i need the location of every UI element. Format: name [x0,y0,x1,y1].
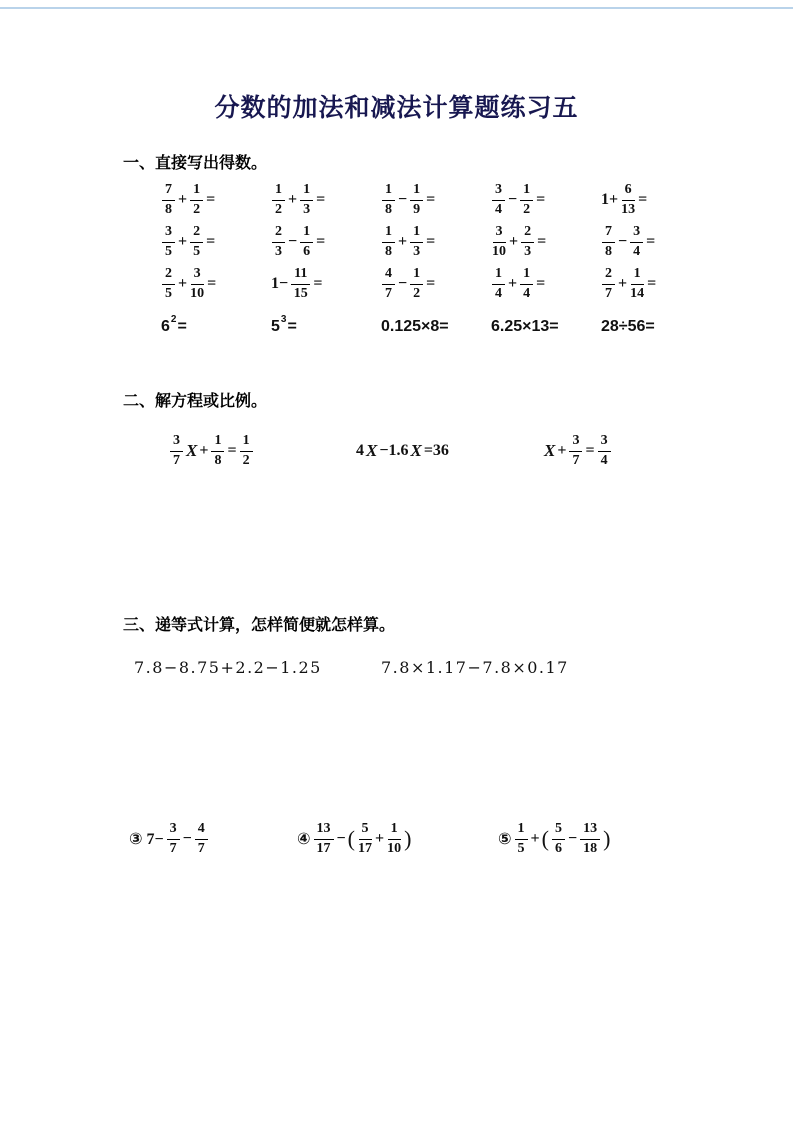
equation-3: X + $\frac{3}{7}$ = $\frac{3}{4}$ [543,432,613,470]
problem-3-1: $\frac{2}{5}$ + $\frac{3}{10}$ = [160,264,270,304]
problem-1-3: $\frac{1}{8}$ − $\frac{1}{9}$ = [380,180,490,220]
problem-3-3: $\frac{4}{7}$ − $\frac{1}{2}$ = [380,264,490,304]
problem-4-5: 28÷56= [601,318,655,335]
problem-2-5: $\frac{7}{8}$ − $\frac{3}{4}$ = [600,222,710,262]
top-rule [0,7,793,9]
stepwise-expression-1: 7.8−8.75+2.2−1.25 [134,657,322,677]
problem-row-2 [160,222,710,262]
problem-1-4: $\frac{3}{4}$ − $\frac{1}{2}$ = [490,180,600,220]
problem-4-1: 6 $^2$ = [161,314,187,335]
problem-2-1: $\frac{3}{5}$ + $\frac{2}{5}$ = [160,222,270,262]
stepwise-expression-2: 7.8×1.17−7.8×0.17 [381,657,569,677]
equation-2: 4 X −1.6 X =36 [356,441,449,460]
numbered-problem-4: ④ $\frac{13}{17}$ − ( $\frac{5}{17}$ + $\frac{1}{10}$ ) [297,821,412,856]
problem-1-5: 1+ $\frac{6}{13}$ = [601,182,648,217]
problem-1-1: $\frac{7}{8}$ + $\frac{1}{2}$ = [160,180,270,220]
section-3-heading: 三、递等式计算，怎样简便就怎样算。 [123,617,396,634]
problem-1-2: $\frac{1}{2}$ + $\frac{1}{3}$ = [270,180,380,220]
problem-4-4: 6.25×13= [491,318,559,335]
problem-3-2: 1− $\frac{11}{15}$ = [271,266,323,301]
problem-3-4: $\frac{1}{4}$ + $\frac{1}{4}$ = [490,264,600,304]
problem-3-5: $\frac{2}{7}$ + $\frac{1}{14}$ = [600,264,710,304]
problem-2-2: $\frac{2}{3}$ − $\frac{1}{6}$ = [270,222,380,262]
section-1-heading: 一、直接写出得数。 [123,155,268,172]
problem-4-2: 5 $^3$ = [271,314,297,335]
problem-4-3: 0.125×8= [381,318,449,335]
problem-2-3: $\frac{1}{8}$ + $\frac{1}{3}$ = [380,222,490,262]
problem-2-4: $\frac{3}{10}$ + $\frac{2}{3}$ = [492,224,547,259]
problem-row-1 [160,180,710,220]
numbered-problem-3: ③ 7− $\frac{3}{7}$ − $\frac{4}{7}$ [128,820,210,858]
page-title: 分数的加法和减法计算题练习五 [214,94,579,122]
section-2-heading: 二、解方程或比例。 [123,393,268,410]
problem-row-3 [160,264,710,304]
numbered-problem-5: ⑤ $\frac{1}{5}$ + ( $\frac{5}{6}$ − $\frac{13}{18}$ ) [498,821,611,856]
problem-row-4 [160,310,710,344]
equation-1: $\frac{3}{7}$ X + $\frac{1}{8}$ = $\frac{1}{2}$ [168,432,255,470]
